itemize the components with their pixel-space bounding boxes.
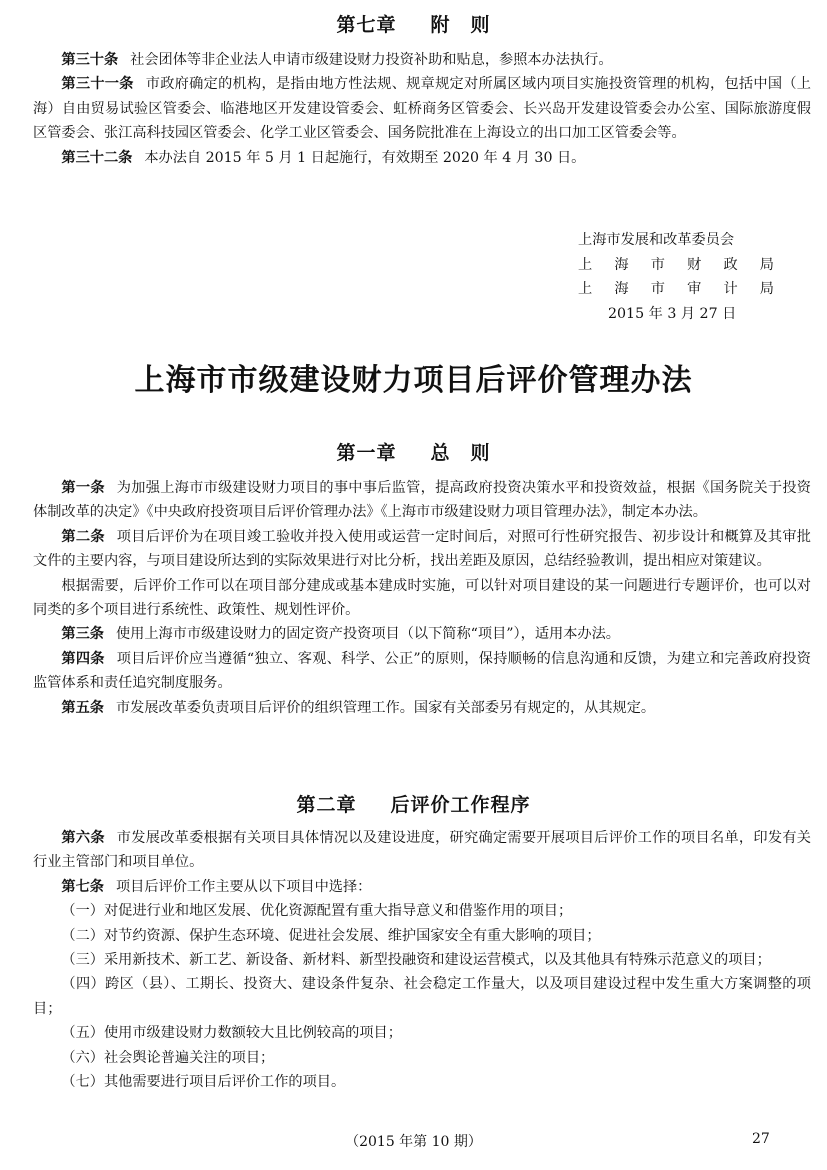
article-30-label: 第三十条 <box>61 52 119 68</box>
article-2-label: 第二条 <box>61 528 105 545</box>
article-3-text: 使用上海市市级建设财力的固定资产投资项目（以下简称“项目”），适用本办法。 <box>115 626 620 643</box>
chapter-2-body <box>33 826 811 1094</box>
article-31 <box>33 72 811 145</box>
article-4 <box>33 647 811 696</box>
document-title: 上海市市级建设财力项目后评价管理办法 <box>134 363 693 398</box>
article-2-text: 项目后评价为在项目竣工验收并投入使用或运营一定时间后，对照可行性研究报告、初步设计和概算及其审批文件的主要内容，与项目建设所达到的实际效果进行对比分析，找出差距及原因，总结经验教训，提出相应对策建议。 <box>33 528 811 570</box>
article-7-label: 第七条 <box>61 878 104 895</box>
article-7 <box>33 875 811 899</box>
list-item: （四）跨区（县）、工期长、投资大、建设条件复杂、社会稳定工作量大，以及项目建设过程中发生重大方案调整的项目； <box>33 976 811 1017</box>
chapter-7-name: 附 则 <box>430 14 491 36</box>
signature-date: 2015 年 3 月 27 日 <box>608 305 737 322</box>
chapter-7-body <box>33 48 811 170</box>
chapter-2-heading <box>0 790 827 817</box>
chapter-2-number: 第二章 <box>296 794 357 816</box>
article-32 <box>33 146 811 170</box>
list-item: （六）社会舆论普遍关注的项目； <box>61 1049 275 1066</box>
article-30 <box>33 48 811 72</box>
list-item: （二）对节约资源、保护生态环境、促进社会发展、维护国家安全有重大影响的项目； <box>61 927 601 944</box>
article-2 <box>33 525 811 574</box>
list-item: （五）使用市级建设财力数额较大且比例较高的项目； <box>61 1025 402 1042</box>
list-item: （三）采用新技术、新工艺、新设备、新材料、新型投融资和建设运营模式，以及其他具有特殊示范意义的项目； <box>61 952 771 969</box>
article-6-label: 第六条 <box>61 830 105 846</box>
article-1-label: 第一条 <box>61 480 105 496</box>
signature-block <box>578 228 774 326</box>
signature-org-2: 上海市财政局 <box>578 256 774 273</box>
article-32-label: 第三十二条 <box>61 149 133 166</box>
article-1-text: 为加强上海市市级建设财力项目的事中事后监管，提高政府投资决策水平和投资效益，根据《国务院关于投资体制改革的决定》《中央政府投资项目后评价管理办法》《上海市市级建设财力项目管理办法》，制定本办法。 <box>33 480 811 521</box>
article-2-paragraph-2: 根据需要，后评价工作可以在项目部分建成或基本建成时实施，可以针对项目建设的某一问题进行专题评价，也可以对同类的多个项目进行系统性、政策性、规划性评价。 <box>33 577 811 619</box>
article-4-text: 项目后评价应当遵循“独立、客观、科学、公正”的原则，保持顺畅的信息沟通和反馈，为建立和完善政府投资监管体系和责任追究制度服务。 <box>33 650 811 692</box>
chapter-7-heading <box>0 10 827 37</box>
chapter-1-body <box>33 476 811 720</box>
list-item: （一）对促进行业和地区发展、优化资源配置有重大指导意义和借鉴作用的项目； <box>61 903 573 920</box>
chapter-7-number: 第七章 <box>336 14 397 36</box>
article-7-text: 项目后评价工作主要从以下项目中选择： <box>115 878 372 895</box>
article-5 <box>33 696 811 720</box>
article-4-label: 第四条 <box>61 650 105 667</box>
article-6 <box>33 826 811 875</box>
article-30-text: 社会团体等非企业法人申请市级建设财力投资补助和贴息，参照本办法执行。 <box>130 52 613 68</box>
article-31-text: 市政府确定的机构，是指由地方性法规、规章规定对所属区域内项目实施投资管理的机构，包括中国（上海）自由贸易试验区管委会、临港地区开发建设管委会、虹桥商务区管委会、长兴岛开发建设管委会办公室、国际旅游度假区管委会、张江高科技园区管委会、化学工业区管委会、国务院批准在上海设立的出口加工区管委会等。 <box>33 76 811 142</box>
chapter-1-name: 总 则 <box>430 442 491 464</box>
chapter-1-heading <box>0 438 827 465</box>
article-5-label: 第五条 <box>61 699 104 716</box>
article-6-text: 市发展改革委根据有关项目具体情况以及建设进度，研究确定需要开展项目后评价工作的项目名单，印发有关行业主管部门和项目单位。 <box>33 830 811 871</box>
article-3-label: 第三条 <box>61 626 104 643</box>
article-1 <box>33 476 811 525</box>
page-number: 27 <box>752 1131 770 1147</box>
signature-org-1: 上海市发展和改革委员会 <box>578 232 735 248</box>
list-item: （七）其他需要进行项目后评价工作的项目。 <box>61 1074 346 1091</box>
issue-footer: （2015 年第 10 期） <box>345 1134 482 1150</box>
article-31-label: 第三十一条 <box>61 76 134 93</box>
article-5-text: 市发展改革委负责项目后评价的组织管理工作。国家有关部委另有规定的，从其规定。 <box>115 699 656 716</box>
article-3 <box>33 622 811 646</box>
chapter-2-name: 后评价工作程序 <box>390 794 531 816</box>
chapter-1-number: 第一章 <box>336 442 397 464</box>
signature-org-3: 上海市审计局 <box>578 281 774 297</box>
article-32-text: 本办法自 2015 年 5 月 1 日起施行，有效期至 2020 年 4 月 30 日。 <box>144 149 586 166</box>
